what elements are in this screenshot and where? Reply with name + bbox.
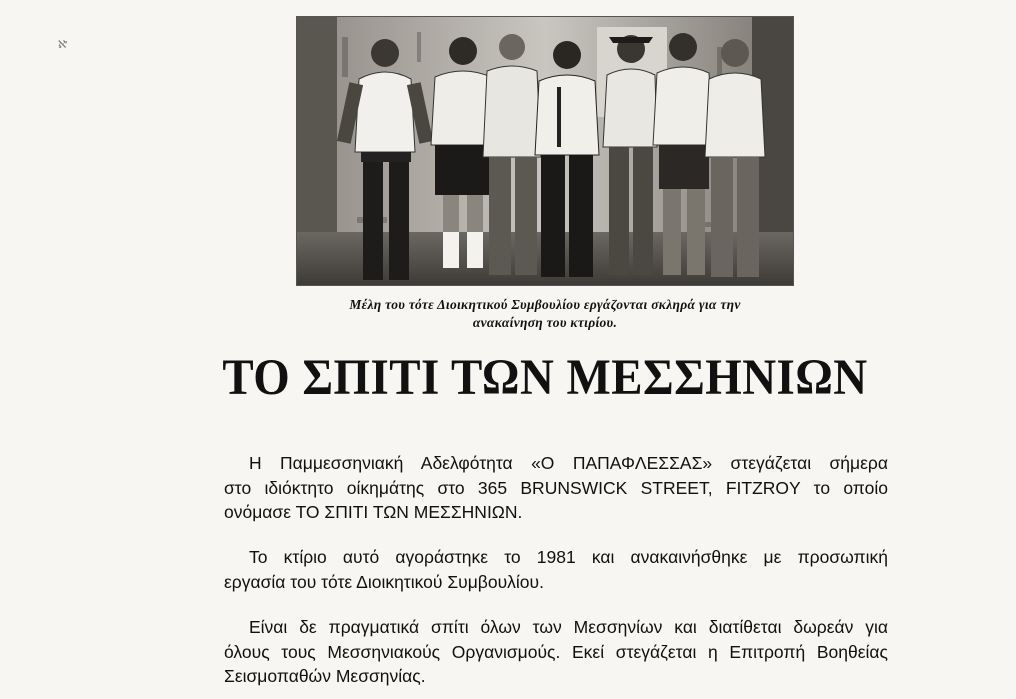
paragraph-line: Είναι δε πραγματικά σπίτι όλων των Μεσσηνίων και διατίθεται δωρεάν για bbox=[249, 617, 888, 637]
paragraph-line: Σεισμοπαθών Μεσσηνίας. bbox=[224, 666, 426, 686]
paragraph-3 bbox=[224, 615, 888, 689]
paragraph-line: ονόμασε ΤΟ ΣΠΙΤΙ ΤΩΝ ΜΕΣΣΗΝΙΩΝ. bbox=[224, 502, 523, 522]
paragraph-2 bbox=[224, 545, 888, 594]
paragraph-line: όλους τους Μεσσηνιακούς Οργανισμούς. Εκεί στεγάζεται η Επιτροπή Βοηθείας bbox=[224, 641, 888, 662]
photo-caption bbox=[250, 296, 840, 332]
paragraph-line: στο ιδιόκτητο οίκημάτης στο 365 BRUNSWICK STREET, FITZROY το οποίο bbox=[224, 477, 888, 498]
paragraph-line: εργασία του τότε Διοικητικού Συμβουλίου. bbox=[224, 571, 544, 592]
group-photo-image bbox=[297, 17, 794, 286]
margin-mark: ℵ' bbox=[58, 39, 67, 51]
article-title: ΤΟ ΣΠΙΤΙ ΤΩΝ ΜΕΣΣΗΝΙΩΝ bbox=[222, 350, 868, 406]
caption-line: Μέλη του τότε Διοικητικού Συμβουλίου εργάζονται σκληρά για την bbox=[349, 297, 741, 312]
paragraph-line: Το κτίριο αυτό αγοράστηκε το 1981 και ανακαινήσθηκε με προσωπική bbox=[249, 547, 888, 567]
paragraph-1 bbox=[224, 451, 888, 525]
caption-line: ανακαίνηση του κτιρίου. bbox=[472, 315, 618, 330]
group-photo bbox=[296, 16, 794, 286]
paragraph-line: Η Παμμεσσηνιακή Αδελφότητα «Ο ΠΑΠΑΦΛΕΣΣΑΣ» στεγάζεται σήμερα bbox=[249, 453, 888, 473]
